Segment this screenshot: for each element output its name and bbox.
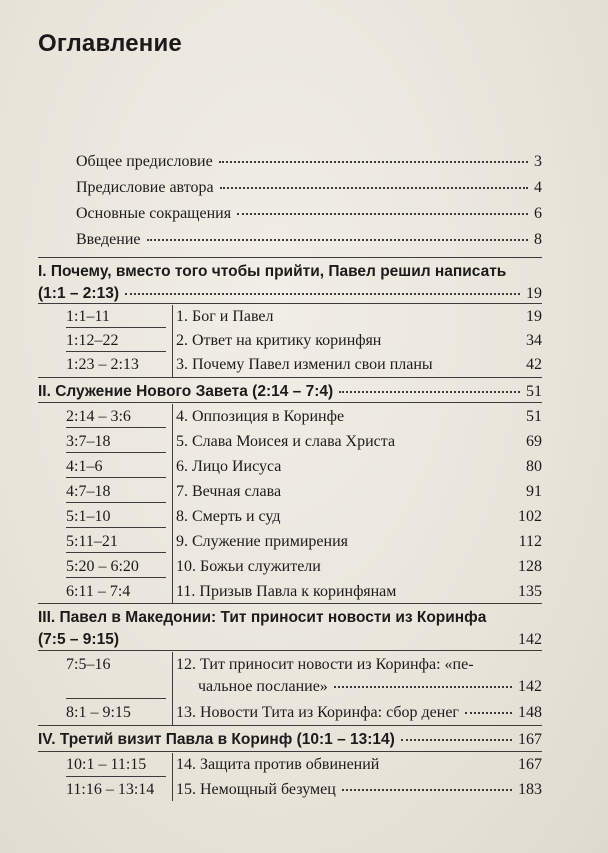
toc-entry[interactable] <box>66 356 542 374</box>
toc-entry-page: 80 <box>526 458 542 475</box>
ref-divider <box>66 776 166 777</box>
section-heading-2[interactable] <box>38 383 542 401</box>
leader-dots <box>342 789 512 791</box>
toc-entry-label: 9. Служение примирения <box>176 533 349 550</box>
toc-entry[interactable] <box>66 332 542 350</box>
toc-entry[interactable] <box>66 558 542 576</box>
section-divider <box>38 650 542 651</box>
toc-entry[interactable] <box>66 583 542 601</box>
section-page: 51 <box>526 383 542 400</box>
toc-entry-label: 11. Призыв Павла к коринфянам <box>176 583 397 600</box>
toc-entry-page: 69 <box>526 433 542 450</box>
toc-entry-label: 1. Бог и Павел <box>176 308 274 325</box>
toc-entry-label: Основные сокращения <box>76 205 232 222</box>
toc-entry-page: 19 <box>526 308 542 325</box>
toc-entry-label: 14. Защита против обвинений <box>176 756 380 773</box>
ref-divider <box>66 327 166 328</box>
toc-entry-label: 2. Ответ на критику коринфян <box>176 332 382 349</box>
leader-dots <box>219 161 528 163</box>
toc-entry[interactable] <box>66 458 542 476</box>
toc-entry-page: 112 <box>518 533 542 550</box>
toc-ref: 4:1–6 <box>66 458 103 475</box>
page-title: Оглавление <box>38 30 182 57</box>
toc-entry-page: 6 <box>534 205 542 222</box>
toc-ref: 2:14 – 3:6 <box>66 408 131 425</box>
toc-ref: 11:16 – 13:14 <box>66 781 155 798</box>
toc-entry-label: 8. Смерть и суд <box>176 508 281 525</box>
toc-entry-label: Предисловие автора <box>76 179 214 196</box>
section-heading-label: (1:1 – 2:13) <box>38 285 119 302</box>
toc-ref: 8:1 – 9:15 <box>66 704 131 721</box>
toc-entry-page: 148 <box>518 704 542 721</box>
toc-entry-page: 167 <box>518 756 542 773</box>
toc-entry-label-line2: чальное послание» <box>198 678 328 695</box>
toc-entry-page: 3 <box>534 153 542 170</box>
ref-divider <box>66 477 166 478</box>
toc-ref: 5:20 – 6:20 <box>66 558 139 575</box>
toc-entry[interactable] <box>66 756 542 774</box>
column-divider <box>172 305 173 377</box>
toc-ref: 4:7–18 <box>66 483 111 500</box>
toc-entry-page: 183 <box>518 781 542 798</box>
toc-entry-label: 4. Оппозиция в Коринфе <box>176 408 345 425</box>
section-divider <box>38 257 542 258</box>
section-heading-1[interactable]: I. Почему, вместо того чтобы прийти, Павел решил написать <box>38 263 507 280</box>
section-divider <box>38 751 542 752</box>
ref-divider <box>66 698 166 699</box>
ref-divider <box>66 502 166 503</box>
ref-divider <box>66 351 166 352</box>
leader-dots <box>401 739 512 741</box>
section-heading-3-cont[interactable] <box>38 631 542 649</box>
leader-dots <box>465 712 512 714</box>
section-heading-label: (7:5 – 9:15) <box>38 631 119 648</box>
column-divider <box>172 652 173 725</box>
toc-entry-cont[interactable] <box>198 678 542 696</box>
toc-entry-preface-general[interactable] <box>76 153 542 171</box>
section-heading-label: II. Служение Нового Завета (2:14 – 7:4) <box>38 383 334 400</box>
leader-dots <box>334 686 512 688</box>
toc-entry-page: 102 <box>518 508 542 525</box>
section-page: 167 <box>518 731 542 748</box>
toc-entry[interactable] <box>66 781 542 799</box>
leader-dots <box>237 213 528 215</box>
toc-entry-label-line1[interactable]: 12. Тит приносит новости из Коринфа: «пе- <box>176 656 474 673</box>
toc-ref: 5:11–21 <box>66 533 118 550</box>
toc-entry-page: 91 <box>526 483 542 500</box>
toc-entry-page: 128 <box>518 558 542 575</box>
section-divider <box>38 402 542 403</box>
leader-dots <box>147 239 529 241</box>
ref-divider <box>66 577 166 578</box>
toc-entry-introduction[interactable] <box>76 231 542 249</box>
ref-divider <box>66 427 166 428</box>
toc-entry[interactable] <box>66 483 542 501</box>
section-heading-3[interactable]: III. Павел в Македонии: Тит приносит новости из Коринфа <box>38 609 487 626</box>
section-page: 19 <box>526 285 542 302</box>
leader-dots <box>220 187 528 189</box>
toc-entry-label: Введение <box>76 231 141 248</box>
toc-entry-label: Общее предисловие <box>76 153 213 170</box>
toc-entry-label: 15. Немощный безумец <box>176 781 336 798</box>
toc-ref: 5:1–10 <box>66 508 111 525</box>
toc-ref: 1:12–22 <box>66 332 119 349</box>
toc-entry-page: 42 <box>526 356 542 373</box>
leader-dots <box>339 391 520 393</box>
toc-entry[interactable] <box>66 704 542 722</box>
toc-entry[interactable] <box>66 533 542 551</box>
section-heading-label: IV. Третий визит Павла в Коринф (10:1 – 13:14) <box>38 731 395 748</box>
section-heading-4[interactable] <box>38 731 542 749</box>
toc-entry-page: 51 <box>526 408 542 425</box>
toc-entry-label: 7. Вечная слава <box>176 483 282 500</box>
ref-divider <box>66 452 166 453</box>
toc-entry[interactable] <box>66 433 542 451</box>
toc-ref: 10:1 – 11:15 <box>66 756 147 773</box>
toc-ref: 3:7–18 <box>66 433 111 450</box>
toc-entry-label: 6. Лицо Иисуса <box>176 458 282 475</box>
ref-divider <box>66 527 166 528</box>
toc-entry-label: 3. Почему Павел изменил свои планы <box>176 356 433 373</box>
toc-entry[interactable] <box>66 308 542 326</box>
toc-entry[interactable] <box>66 508 542 526</box>
column-divider <box>172 404 173 603</box>
toc-entry-label: 13. Новости Тита из Коринфа: сбор денег <box>176 704 459 721</box>
toc-ref: 6:11 – 7:4 <box>66 583 131 600</box>
section-divider <box>38 303 542 304</box>
toc-entry-page: 142 <box>518 678 542 695</box>
toc-entry-page: 34 <box>526 332 542 349</box>
ref-divider <box>66 552 166 553</box>
toc-entry-page: 135 <box>518 583 542 600</box>
toc-entry-preface-author[interactable] <box>76 179 542 197</box>
column-divider <box>172 753 173 801</box>
section-divider <box>38 377 542 378</box>
toc-ref: 1:23 – 2:13 <box>66 356 139 373</box>
section-divider <box>38 603 542 604</box>
section-heading-1-cont[interactable] <box>38 285 542 303</box>
section-page: 142 <box>518 631 542 648</box>
toc-entry[interactable] <box>66 408 542 426</box>
section-divider <box>38 725 542 726</box>
leader-dots <box>125 293 520 295</box>
toc-entry-page: 8 <box>534 231 542 248</box>
toc-entry-abbreviations[interactable] <box>76 205 542 223</box>
toc-ref: 7:5–16 <box>66 656 111 673</box>
toc-entry-label: 10. Божьи служители <box>176 558 321 575</box>
toc-entry-label: 5. Слава Моисея и слава Христа <box>176 433 396 450</box>
toc-entry-page: 4 <box>534 179 542 196</box>
toc-ref: 1:1–11 <box>66 308 110 325</box>
